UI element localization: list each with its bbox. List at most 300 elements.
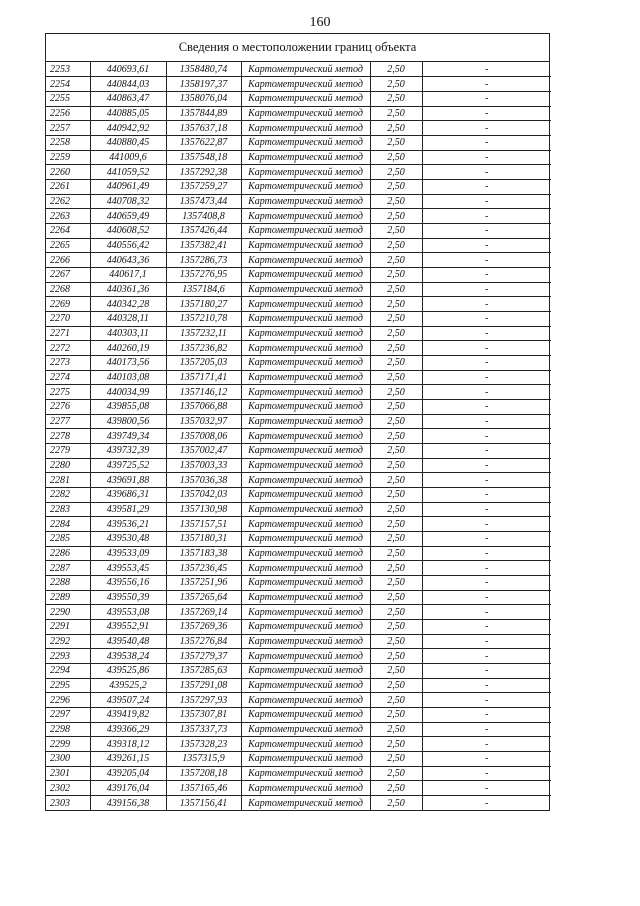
note-cell: - — [422, 678, 551, 693]
method-cell: Картометрический метод — [241, 326, 370, 341]
x-coordinate-cell: 439525,2 — [90, 678, 166, 693]
x-coordinate-cell: 439749,34 — [90, 429, 166, 444]
accuracy-cell: 2,50 — [370, 517, 422, 532]
y-coordinate-cell: 1357066,88 — [166, 399, 241, 414]
accuracy-cell: 2,50 — [370, 62, 422, 77]
note-cell: - — [422, 649, 551, 664]
y-coordinate-cell: 1357307,81 — [166, 708, 241, 723]
x-coordinate-cell: 441059,52 — [90, 165, 166, 180]
boundary-table-sheet — [45, 33, 550, 811]
table-row — [46, 385, 551, 400]
point-number-cell: 2302 — [46, 781, 90, 796]
note-cell: - — [422, 267, 551, 282]
x-coordinate-cell: 439318,12 — [90, 737, 166, 752]
table-title: Сведения о местоположении границ объекта — [46, 34, 549, 62]
point-number-cell: 2256 — [46, 106, 90, 121]
point-number-cell: 2278 — [46, 429, 90, 444]
x-coordinate-cell: 440961,49 — [90, 179, 166, 194]
y-coordinate-cell: 1357285,63 — [166, 664, 241, 679]
y-coordinate-cell: 1357236,82 — [166, 341, 241, 356]
y-coordinate-cell: 1358197,37 — [166, 77, 241, 92]
table-row — [46, 590, 551, 605]
accuracy-cell: 2,50 — [370, 121, 422, 136]
table-row — [46, 766, 551, 781]
x-coordinate-cell: 440863,47 — [90, 91, 166, 106]
point-number-cell: 2271 — [46, 326, 90, 341]
note-cell: - — [422, 590, 551, 605]
method-cell: Картометрический метод — [241, 605, 370, 620]
table-row — [46, 150, 551, 165]
y-coordinate-cell: 1357251,96 — [166, 576, 241, 591]
y-coordinate-cell: 1357637,18 — [166, 121, 241, 136]
point-number-cell: 2289 — [46, 590, 90, 605]
method-cell: Картометрический метод — [241, 693, 370, 708]
x-coordinate-cell: 439686,31 — [90, 487, 166, 502]
y-coordinate-cell: 1357210,78 — [166, 311, 241, 326]
note-cell: - — [422, 282, 551, 297]
table-row — [46, 502, 551, 517]
note-cell: - — [422, 106, 551, 121]
y-coordinate-cell: 1357382,41 — [166, 238, 241, 253]
accuracy-cell: 2,50 — [370, 576, 422, 591]
method-cell: Картометрический метод — [241, 766, 370, 781]
accuracy-cell: 2,50 — [370, 77, 422, 92]
table-row — [46, 458, 551, 473]
y-coordinate-cell: 1357165,46 — [166, 781, 241, 796]
x-coordinate-cell: 440643,36 — [90, 253, 166, 268]
x-coordinate-cell: 439525,86 — [90, 664, 166, 679]
x-coordinate-cell: 439530,48 — [90, 532, 166, 547]
method-cell: Картометрический метод — [241, 576, 370, 591]
x-coordinate-cell: 440708,32 — [90, 194, 166, 209]
point-number-cell: 2288 — [46, 576, 90, 591]
note-cell: - — [422, 693, 551, 708]
coordinates-table-body — [46, 62, 551, 810]
x-coordinate-cell: 440880,45 — [90, 135, 166, 150]
note-cell: - — [422, 429, 551, 444]
x-coordinate-cell: 440608,52 — [90, 223, 166, 238]
y-coordinate-cell: 1357269,14 — [166, 605, 241, 620]
method-cell: Картометрический метод — [241, 620, 370, 635]
method-cell: Картометрический метод — [241, 752, 370, 767]
note-cell: - — [422, 121, 551, 136]
note-cell: - — [422, 326, 551, 341]
table-row — [46, 121, 551, 136]
note-cell: - — [422, 796, 551, 811]
point-number-cell: 2261 — [46, 179, 90, 194]
y-coordinate-cell: 1357297,93 — [166, 693, 241, 708]
note-cell: - — [422, 355, 551, 370]
point-number-cell: 2265 — [46, 238, 90, 253]
note-cell: - — [422, 165, 551, 180]
point-number-cell: 2274 — [46, 370, 90, 385]
note-cell: - — [422, 253, 551, 268]
table-row — [46, 399, 551, 414]
method-cell: Картометрический метод — [241, 487, 370, 502]
method-cell: Картометрический метод — [241, 150, 370, 165]
table-row — [46, 752, 551, 767]
x-coordinate-cell: 440303,11 — [90, 326, 166, 341]
method-cell: Картометрический метод — [241, 179, 370, 194]
x-coordinate-cell: 440173,56 — [90, 355, 166, 370]
y-coordinate-cell: 1357205,03 — [166, 355, 241, 370]
accuracy-cell: 2,50 — [370, 546, 422, 561]
method-cell: Картометрический метод — [241, 91, 370, 106]
table-row — [46, 693, 551, 708]
method-cell: Картометрический метод — [241, 355, 370, 370]
note-cell: - — [422, 546, 551, 561]
point-number-cell: 2262 — [46, 194, 90, 209]
table-row — [46, 297, 551, 312]
table-row — [46, 414, 551, 429]
accuracy-cell: 2,50 — [370, 443, 422, 458]
table-row — [46, 620, 551, 635]
table-row — [46, 194, 551, 209]
note-cell: - — [422, 517, 551, 532]
table-row — [46, 737, 551, 752]
x-coordinate-cell: 439800,56 — [90, 414, 166, 429]
table-row — [46, 77, 551, 92]
x-coordinate-cell: 439536,21 — [90, 517, 166, 532]
y-coordinate-cell: 1357276,84 — [166, 634, 241, 649]
y-coordinate-cell: 1357180,31 — [166, 532, 241, 547]
note-cell: - — [422, 634, 551, 649]
method-cell: Картометрический метод — [241, 77, 370, 92]
accuracy-cell: 2,50 — [370, 722, 422, 737]
table-row — [46, 443, 551, 458]
x-coordinate-cell: 439691,88 — [90, 473, 166, 488]
note-cell: - — [422, 77, 551, 92]
table-row — [46, 238, 551, 253]
point-number-cell: 2276 — [46, 399, 90, 414]
table-row — [46, 370, 551, 385]
note-cell: - — [422, 708, 551, 723]
method-cell: Картометрический метод — [241, 341, 370, 356]
accuracy-cell: 2,50 — [370, 737, 422, 752]
accuracy-cell: 2,50 — [370, 532, 422, 547]
note-cell: - — [422, 502, 551, 517]
method-cell: Картометрический метод — [241, 649, 370, 664]
accuracy-cell: 2,50 — [370, 311, 422, 326]
y-coordinate-cell: 1358076,04 — [166, 91, 241, 106]
note-cell: - — [422, 238, 551, 253]
point-number-cell: 2299 — [46, 737, 90, 752]
y-coordinate-cell: 1357180,27 — [166, 297, 241, 312]
table-row — [46, 165, 551, 180]
method-cell: Картометрический метод — [241, 238, 370, 253]
note-cell: - — [422, 311, 551, 326]
y-coordinate-cell: 1357002,47 — [166, 443, 241, 458]
point-number-cell: 2295 — [46, 678, 90, 693]
x-coordinate-cell: 440942,92 — [90, 121, 166, 136]
note-cell: - — [422, 473, 551, 488]
method-cell: Картометрический метод — [241, 546, 370, 561]
note-cell: - — [422, 341, 551, 356]
table-row — [46, 546, 551, 561]
table-row — [46, 106, 551, 121]
x-coordinate-cell: 439261,15 — [90, 752, 166, 767]
method-cell: Картометрический метод — [241, 253, 370, 268]
x-coordinate-cell: 440617,1 — [90, 267, 166, 282]
method-cell: Картометрический метод — [241, 62, 370, 77]
point-number-cell: 2281 — [46, 473, 90, 488]
point-number-cell: 2290 — [46, 605, 90, 620]
point-number-cell: 2279 — [46, 443, 90, 458]
note-cell: - — [422, 150, 551, 165]
table-row — [46, 532, 551, 547]
x-coordinate-cell: 440260,19 — [90, 341, 166, 356]
y-coordinate-cell: 1357259,27 — [166, 179, 241, 194]
accuracy-cell: 2,50 — [370, 91, 422, 106]
y-coordinate-cell: 1357408,8 — [166, 209, 241, 224]
point-number-cell: 2287 — [46, 561, 90, 576]
y-coordinate-cell: 1357844,89 — [166, 106, 241, 121]
accuracy-cell: 2,50 — [370, 458, 422, 473]
x-coordinate-cell: 439550,39 — [90, 590, 166, 605]
point-number-cell: 2293 — [46, 649, 90, 664]
x-coordinate-cell: 439732,39 — [90, 443, 166, 458]
accuracy-cell: 2,50 — [370, 502, 422, 517]
point-number-cell: 2270 — [46, 311, 90, 326]
y-coordinate-cell: 1357279,37 — [166, 649, 241, 664]
accuracy-cell: 2,50 — [370, 297, 422, 312]
x-coordinate-cell: 439419,82 — [90, 708, 166, 723]
y-coordinate-cell: 1357292,38 — [166, 165, 241, 180]
table-row — [46, 517, 551, 532]
point-number-cell: 2284 — [46, 517, 90, 532]
table-row — [46, 708, 551, 723]
table-row — [46, 576, 551, 591]
note-cell: - — [422, 223, 551, 238]
y-coordinate-cell: 1357548,18 — [166, 150, 241, 165]
accuracy-cell: 2,50 — [370, 135, 422, 150]
x-coordinate-cell: 439552,91 — [90, 620, 166, 635]
point-number-cell: 2280 — [46, 458, 90, 473]
table-row — [46, 649, 551, 664]
method-cell: Картометрический метод — [241, 443, 370, 458]
table-row — [46, 209, 551, 224]
x-coordinate-cell: 440342,28 — [90, 297, 166, 312]
table-row — [46, 282, 551, 297]
point-number-cell: 2264 — [46, 223, 90, 238]
point-number-cell: 2294 — [46, 664, 90, 679]
y-coordinate-cell: 1357236,45 — [166, 561, 241, 576]
method-cell: Картометрический метод — [241, 796, 370, 811]
x-coordinate-cell: 440693,61 — [90, 62, 166, 77]
point-number-cell: 2253 — [46, 62, 90, 77]
table-row — [46, 487, 551, 502]
accuracy-cell: 2,50 — [370, 487, 422, 502]
accuracy-cell: 2,50 — [370, 341, 422, 356]
x-coordinate-cell: 439581,29 — [90, 502, 166, 517]
accuracy-cell: 2,50 — [370, 605, 422, 620]
point-number-cell: 2285 — [46, 532, 90, 547]
point-number-cell: 2300 — [46, 752, 90, 767]
y-coordinate-cell: 1357426,44 — [166, 223, 241, 238]
accuracy-cell: 2,50 — [370, 150, 422, 165]
note-cell: - — [422, 561, 551, 576]
table-row — [46, 664, 551, 679]
y-coordinate-cell: 1357269,36 — [166, 620, 241, 635]
note-cell: - — [422, 62, 551, 77]
note-cell: - — [422, 664, 551, 679]
accuracy-cell: 2,50 — [370, 165, 422, 180]
method-cell: Картометрический метод — [241, 517, 370, 532]
x-coordinate-cell: 439855,08 — [90, 399, 166, 414]
point-number-cell: 2267 — [46, 267, 90, 282]
note-cell: - — [422, 194, 551, 209]
point-number-cell: 2283 — [46, 502, 90, 517]
accuracy-cell: 2,50 — [370, 473, 422, 488]
y-coordinate-cell: 1357265,64 — [166, 590, 241, 605]
note-cell: - — [422, 399, 551, 414]
method-cell: Картометрический метод — [241, 282, 370, 297]
accuracy-cell: 2,50 — [370, 620, 422, 635]
table-row — [46, 341, 551, 356]
method-cell: Картометрический метод — [241, 781, 370, 796]
table-row — [46, 326, 551, 341]
accuracy-cell: 2,50 — [370, 326, 422, 341]
accuracy-cell: 2,50 — [370, 209, 422, 224]
point-number-cell: 2292 — [46, 634, 90, 649]
method-cell: Картометрический метод — [241, 473, 370, 488]
note-cell: - — [422, 781, 551, 796]
accuracy-cell: 2,50 — [370, 590, 422, 605]
accuracy-cell: 2,50 — [370, 766, 422, 781]
table-row — [46, 267, 551, 282]
note-cell: - — [422, 458, 551, 473]
point-number-cell: 2286 — [46, 546, 90, 561]
table-row — [46, 473, 551, 488]
table-row — [46, 429, 551, 444]
y-coordinate-cell: 1357183,38 — [166, 546, 241, 561]
x-coordinate-cell: 439156,38 — [90, 796, 166, 811]
y-coordinate-cell: 1357208,18 — [166, 766, 241, 781]
accuracy-cell: 2,50 — [370, 385, 422, 400]
table-row — [46, 605, 551, 620]
note-cell: - — [422, 370, 551, 385]
table-row — [46, 634, 551, 649]
x-coordinate-cell: 441009,6 — [90, 150, 166, 165]
point-number-cell: 2269 — [46, 297, 90, 312]
table-row — [46, 135, 551, 150]
y-coordinate-cell: 1357276,95 — [166, 267, 241, 282]
point-number-cell: 2260 — [46, 165, 90, 180]
method-cell: Картометрический метод — [241, 209, 370, 224]
y-coordinate-cell: 1357003,33 — [166, 458, 241, 473]
note-cell: - — [422, 385, 551, 400]
point-number-cell: 2258 — [46, 135, 90, 150]
accuracy-cell: 2,50 — [370, 634, 422, 649]
accuracy-cell: 2,50 — [370, 370, 422, 385]
table-row — [46, 561, 551, 576]
y-coordinate-cell: 1357473,44 — [166, 194, 241, 209]
accuracy-cell: 2,50 — [370, 355, 422, 370]
method-cell: Картометрический метод — [241, 135, 370, 150]
table-row — [46, 311, 551, 326]
y-coordinate-cell: 1357008,06 — [166, 429, 241, 444]
method-cell: Картометрический метод — [241, 399, 370, 414]
method-cell: Картометрический метод — [241, 370, 370, 385]
method-cell: Картометрический метод — [241, 429, 370, 444]
x-coordinate-cell: 439553,45 — [90, 561, 166, 576]
accuracy-cell: 2,50 — [370, 267, 422, 282]
note-cell: - — [422, 297, 551, 312]
y-coordinate-cell: 1357232,11 — [166, 326, 241, 341]
accuracy-cell: 2,50 — [370, 414, 422, 429]
note-cell: - — [422, 135, 551, 150]
note-cell: - — [422, 487, 551, 502]
note-cell: - — [422, 605, 551, 620]
x-coordinate-cell: 439533,09 — [90, 546, 166, 561]
method-cell: Картометрический метод — [241, 708, 370, 723]
note-cell: - — [422, 91, 551, 106]
accuracy-cell: 2,50 — [370, 253, 422, 268]
table-row — [46, 253, 551, 268]
point-number-cell: 2296 — [46, 693, 90, 708]
point-number-cell: 2255 — [46, 91, 90, 106]
x-coordinate-cell: 439725,52 — [90, 458, 166, 473]
y-coordinate-cell: 1357622,87 — [166, 135, 241, 150]
note-cell: - — [422, 752, 551, 767]
point-number-cell: 2275 — [46, 385, 90, 400]
accuracy-cell: 2,50 — [370, 238, 422, 253]
point-number-cell: 2273 — [46, 355, 90, 370]
accuracy-cell: 2,50 — [370, 649, 422, 664]
method-cell: Картометрический метод — [241, 678, 370, 693]
y-coordinate-cell: 1357291,08 — [166, 678, 241, 693]
y-coordinate-cell: 1357156,41 — [166, 796, 241, 811]
table-row — [46, 179, 551, 194]
table-row — [46, 781, 551, 796]
page-number: 160 — [309, 15, 331, 30]
method-cell: Картометрический метод — [241, 414, 370, 429]
method-cell: Картометрический метод — [241, 664, 370, 679]
method-cell: Картометрический метод — [241, 106, 370, 121]
x-coordinate-cell: 439553,08 — [90, 605, 166, 620]
table-row — [46, 62, 551, 77]
x-coordinate-cell: 439556,16 — [90, 576, 166, 591]
accuracy-cell: 2,50 — [370, 429, 422, 444]
point-number-cell: 2272 — [46, 341, 90, 356]
method-cell: Картометрический метод — [241, 634, 370, 649]
point-number-cell: 2254 — [46, 77, 90, 92]
point-number-cell: 2297 — [46, 708, 90, 723]
y-coordinate-cell: 1357315,9 — [166, 752, 241, 767]
table-row — [46, 223, 551, 238]
note-cell: - — [422, 414, 551, 429]
method-cell: Картометрический метод — [241, 561, 370, 576]
x-coordinate-cell: 440103,08 — [90, 370, 166, 385]
point-number-cell: 2282 — [46, 487, 90, 502]
accuracy-cell: 2,50 — [370, 179, 422, 194]
accuracy-cell: 2,50 — [370, 708, 422, 723]
y-coordinate-cell: 1357184,6 — [166, 282, 241, 297]
y-coordinate-cell: 1357042,03 — [166, 487, 241, 502]
note-cell: - — [422, 443, 551, 458]
y-coordinate-cell: 1357032,97 — [166, 414, 241, 429]
point-number-cell: 2303 — [46, 796, 90, 811]
x-coordinate-cell: 440885,05 — [90, 106, 166, 121]
coordinates-table — [46, 62, 551, 810]
x-coordinate-cell: 439540,48 — [90, 634, 166, 649]
y-coordinate-cell: 1357036,38 — [166, 473, 241, 488]
note-cell: - — [422, 209, 551, 224]
point-number-cell: 2263 — [46, 209, 90, 224]
y-coordinate-cell: 1357130,98 — [166, 502, 241, 517]
accuracy-cell: 2,50 — [370, 796, 422, 811]
accuracy-cell: 2,50 — [370, 561, 422, 576]
